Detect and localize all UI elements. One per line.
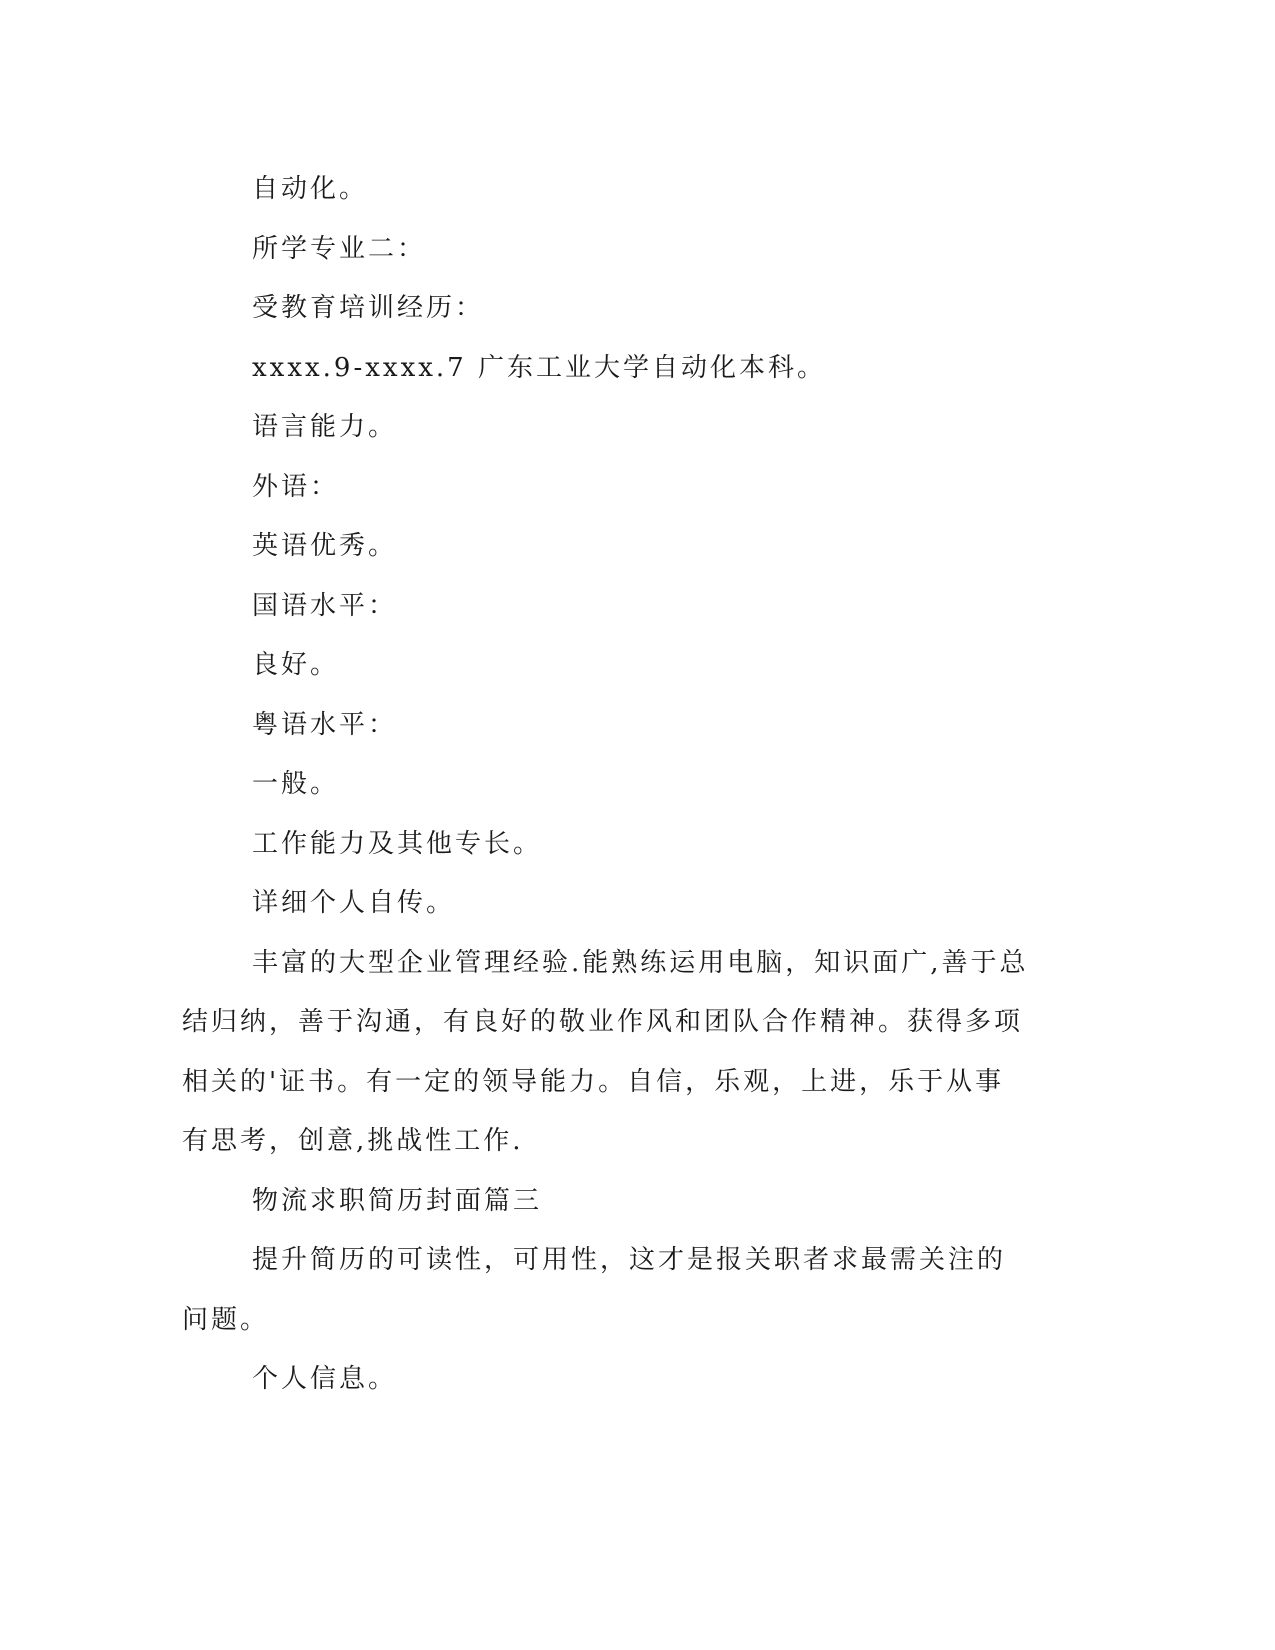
paragraph-mandarin-value: 良好。 — [252, 650, 340, 680]
paragraph-language-heading: 语言能力。 — [252, 412, 398, 442]
paragraph-foreign-language-label: 外语： — [252, 471, 340, 502]
paragraph-major-2: 所学专业二： — [252, 233, 427, 264]
section-title-part-three: 物流求职简历封面篇三 — [252, 1185, 543, 1216]
paragraph-education-entry: xxxx.9-xxxx.7 广东工业大学自动化本科。 — [252, 352, 826, 383]
paragraph-major-1-end: 自动化。 — [252, 174, 369, 204]
document-body — [182, 160, 1032, 1410]
paragraph-education-heading: 受教育培训经历： — [252, 293, 485, 323]
paragraph-skills-heading: 工作能力及其他专长。 — [252, 828, 543, 859]
paragraph-cantonese-value: 一般。 — [252, 769, 340, 799]
paragraph-autobiography-body: 丰富的大型企业管理经验.能熟练运用电脑，知识面广,善于总结归纳，善于沟通，有良好的敬业作风和团队合作精神。获得多项相关的'证书。有一定的领导能力。自信，乐观，上进，乐于从事有思考，创意,挑战性工作. — [182, 947, 1029, 1156]
paragraph-foreign-language-value: 英语优秀。 — [252, 531, 398, 561]
paragraph-autobiography-heading: 详细个人自传。 — [252, 888, 456, 918]
paragraph-mandarin-label: 国语水平： — [252, 590, 398, 621]
paragraph-personal-info-heading: 个人信息。 — [252, 1364, 398, 1394]
paragraph-cantonese-label: 粤语水平： — [252, 709, 398, 740]
paragraph-readability-note: 提升简历的可读性，可用性，这才是报关职者求最需关注的问题。 — [182, 1245, 1007, 1335]
